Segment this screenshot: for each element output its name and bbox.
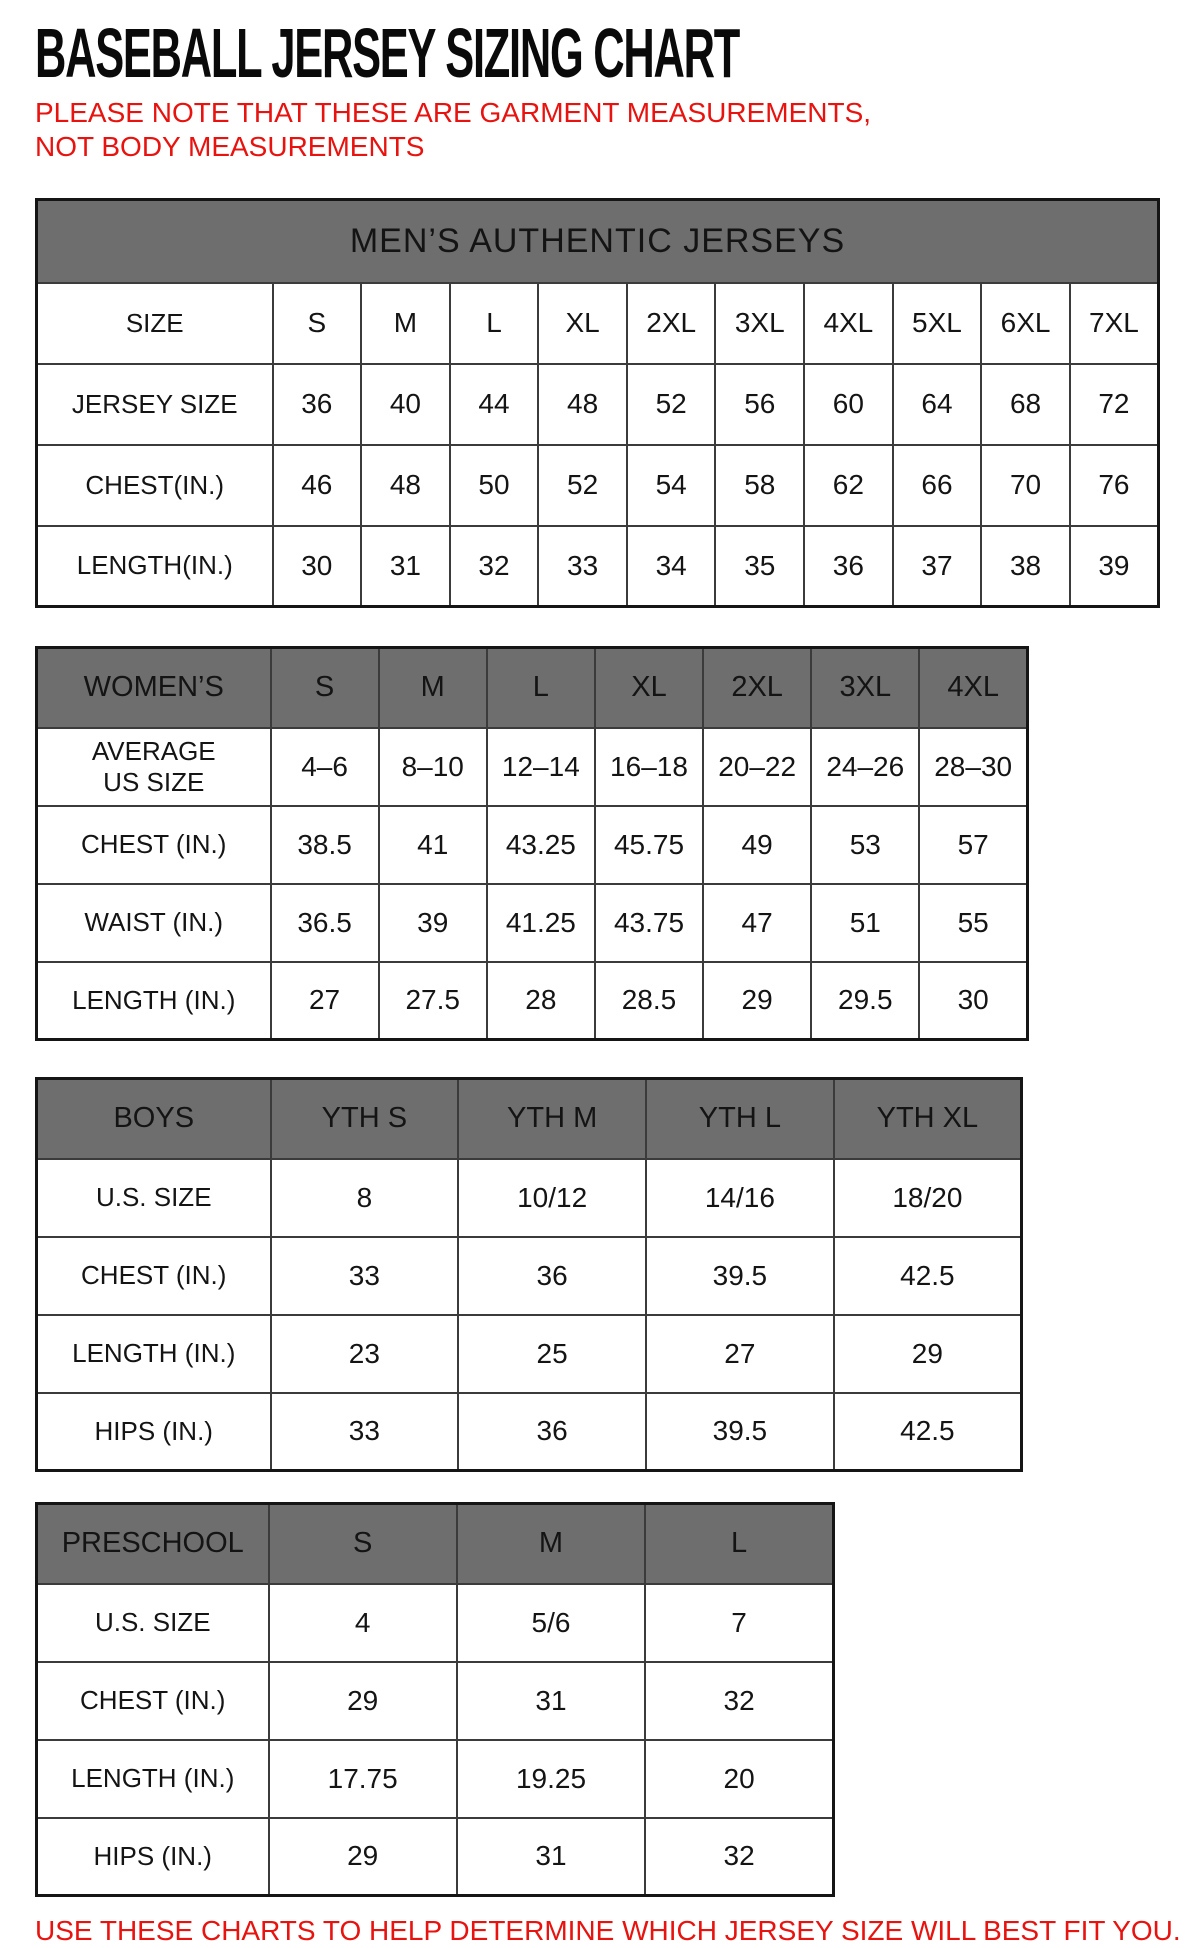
- mens-value-cell: 30: [273, 526, 362, 607]
- mens-value-cell: 7XL: [1070, 283, 1159, 364]
- mens-value-cell: 35: [715, 526, 804, 607]
- mens-value-cell: 33: [538, 526, 627, 607]
- womens-row-label: [37, 962, 271, 1040]
- womens-value-cell: 51: [811, 884, 919, 962]
- womens-column-header: XL: [595, 648, 703, 728]
- womens-value-cell: 43.25: [487, 806, 595, 884]
- mens-value-cell: 39: [1070, 526, 1159, 607]
- womens-value-cell: 39: [379, 884, 487, 962]
- womens-value-cell: 27: [271, 962, 379, 1040]
- womens-table-section: [35, 646, 1200, 1041]
- mens-value-cell: 3XL: [715, 283, 804, 364]
- mens-row-0: [37, 283, 1159, 364]
- preschool-value-cell: 29: [269, 1662, 457, 1740]
- preschool-value-cell: 32: [645, 1818, 833, 1896]
- mens-value-cell: 50: [450, 445, 539, 526]
- preschool-column-header: S: [269, 1504, 457, 1584]
- womens-sizing-table: [35, 646, 1029, 1041]
- boys-row-label: [37, 1315, 271, 1393]
- boys-row-label: [37, 1159, 271, 1237]
- boys-value-cell: 33: [271, 1393, 459, 1471]
- mens-row-2: [37, 445, 1159, 526]
- womens-value-cell: 36.5: [271, 884, 379, 962]
- boys-column-header: YTH XL: [834, 1079, 1022, 1159]
- mens-row-3: [37, 526, 1159, 607]
- preschool-value-cell: 17.75: [269, 1740, 457, 1818]
- preschool-value-cell: 19.25: [457, 1740, 645, 1818]
- mens-value-cell: 52: [627, 364, 716, 445]
- mens-value-cell: 54: [627, 445, 716, 526]
- preschool-row-label-text: U.S. SIZE: [94, 1607, 211, 1637]
- mens-value-cell: 48: [538, 364, 627, 445]
- womens-header-label: WOMEN’S: [37, 648, 271, 728]
- boys-row-label: [37, 1237, 271, 1315]
- boys-row-label-text: CHEST (IN.): [81, 1260, 227, 1290]
- womens-value-cell: 4–6: [271, 728, 379, 806]
- womens-value-cell: 49: [703, 806, 811, 884]
- boys-value-cell: 23: [271, 1315, 459, 1393]
- mens-value-cell: 37: [893, 526, 982, 607]
- page-title: [35, 14, 1200, 92]
- preschool-header-row: [37, 1504, 834, 1584]
- preschool-value-cell: 5/6: [457, 1584, 645, 1662]
- womens-row-3: [37, 962, 1028, 1040]
- mens-value-cell: 34: [627, 526, 716, 607]
- mens-value-cell: 36: [273, 364, 362, 445]
- preschool-table-section: [35, 1502, 1200, 1897]
- preschool-row-2: [37, 1740, 834, 1818]
- boys-header-row: [37, 1079, 1022, 1159]
- mens-value-cell: 60: [804, 364, 893, 445]
- boys-value-cell: 8: [271, 1159, 459, 1237]
- boys-value-cell: 29: [834, 1315, 1022, 1393]
- mens-banner-title: MEN’S AUTHENTIC JERSEYS: [37, 200, 1159, 283]
- mens-value-cell: 4XL: [804, 283, 893, 364]
- preschool-row-label-text: HIPS (IN.): [93, 1840, 212, 1871]
- boys-value-cell: 39.5: [646, 1393, 834, 1471]
- preschool-value-cell: 31: [457, 1818, 645, 1896]
- boys-row-label-text: U.S. SIZE: [95, 1182, 212, 1212]
- womens-row-label: [37, 884, 271, 962]
- boys-column-header: YTH M: [458, 1079, 646, 1159]
- mens-value-cell: 56: [715, 364, 804, 445]
- womens-value-cell: 12–14: [487, 728, 595, 806]
- womens-row-0: [37, 728, 1028, 806]
- preschool-row-label-text: CHEST (IN.): [80, 1685, 226, 1715]
- preschool-sizing-table: [35, 1502, 835, 1897]
- preschool-value-cell: 29: [269, 1818, 457, 1896]
- boys-value-cell: 27: [646, 1315, 834, 1393]
- mens-value-cell: 58: [715, 445, 804, 526]
- womens-column-header: M: [379, 648, 487, 728]
- womens-value-cell: 55: [919, 884, 1027, 962]
- womens-value-cell: 43.75: [595, 884, 703, 962]
- womens-header-row: [37, 648, 1028, 728]
- preschool-header-label: PRESCHOOL: [37, 1504, 269, 1584]
- womens-value-cell: 8–10: [379, 728, 487, 806]
- womens-value-cell: 27.5: [379, 962, 487, 1040]
- boys-value-cell: 18/20: [834, 1159, 1022, 1237]
- womens-value-cell: 30: [919, 962, 1027, 1040]
- womens-value-cell: 41: [379, 806, 487, 884]
- womens-value-cell: 29.5: [811, 962, 919, 1040]
- mens-row-label-text: CHEST(IN.): [85, 469, 225, 500]
- womens-column-header: S: [271, 648, 379, 728]
- mens-value-cell: 72: [1070, 364, 1159, 445]
- womens-row-label-text: LENGTH (IN.): [72, 984, 236, 1015]
- preschool-column-header: M: [457, 1504, 645, 1584]
- boys-row-1: [37, 1237, 1022, 1315]
- preschool-row-label: [37, 1584, 269, 1662]
- mens-value-cell: 2XL: [627, 283, 716, 364]
- mens-value-cell: 31: [361, 526, 450, 607]
- womens-value-cell: 45.75: [595, 806, 703, 884]
- preschool-value-cell: 32: [645, 1662, 833, 1740]
- mens-row-label-text: JERSEY SIZE: [71, 388, 238, 419]
- mens-row-label-text: SIZE: [125, 307, 184, 338]
- preschool-row-label: [37, 1740, 269, 1818]
- mens-value-cell: 70: [981, 445, 1070, 526]
- preschool-value-cell: 31: [457, 1662, 645, 1740]
- womens-value-cell: 24–26: [811, 728, 919, 806]
- preschool-row-1: [37, 1662, 834, 1740]
- garment-measurements-note: PLEASE NOTE THAT THESE ARE GARMENT MEASUREMENTS, NOT BODY MEASUREMENTS: [35, 97, 872, 162]
- mens-sizing-table: [35, 198, 1160, 608]
- womens-column-header: 3XL: [811, 648, 919, 728]
- womens-row-label: [37, 728, 271, 806]
- boys-value-cell: 14/16: [646, 1159, 834, 1237]
- womens-value-cell: 28: [487, 962, 595, 1040]
- womens-value-cell: 57: [919, 806, 1027, 884]
- boys-row-3: [37, 1393, 1022, 1471]
- mens-value-cell: L: [450, 283, 539, 364]
- womens-row-label-text: AVERAGE US SIZE: [91, 735, 216, 797]
- preschool-value-cell: 7: [645, 1584, 833, 1662]
- boys-row-label-text: HIPS (IN.): [94, 1415, 213, 1446]
- mens-value-cell: 64: [893, 364, 982, 445]
- womens-value-cell: 20–22: [703, 728, 811, 806]
- mens-value-cell: M: [361, 283, 450, 364]
- mens-row-label: [37, 364, 273, 445]
- womens-row-2: [37, 884, 1028, 962]
- boys-sizing-table: [35, 1077, 1023, 1472]
- mens-value-cell: 36: [804, 526, 893, 607]
- preschool-value-cell: 20: [645, 1740, 833, 1818]
- mens-value-cell: S: [273, 283, 362, 364]
- boys-value-cell: 10/12: [458, 1159, 646, 1237]
- mens-value-cell: 76: [1070, 445, 1159, 526]
- mens-value-cell: 32: [450, 526, 539, 607]
- womens-column-header: 4XL: [919, 648, 1027, 728]
- mens-value-cell: 46: [273, 445, 362, 526]
- mens-value-cell: 6XL: [981, 283, 1070, 364]
- womens-value-cell: 28–30: [919, 728, 1027, 806]
- womens-row-label: [37, 806, 271, 884]
- mens-value-cell: 62: [804, 445, 893, 526]
- boys-value-cell: 36: [458, 1237, 646, 1315]
- mens-row-label: [37, 526, 273, 607]
- preschool-column-header: L: [645, 1504, 833, 1584]
- mens-table-section: [35, 198, 1200, 608]
- mens-value-cell: 44: [450, 364, 539, 445]
- womens-value-cell: 16–18: [595, 728, 703, 806]
- womens-row-label-text: WAIST (IN.): [84, 907, 224, 937]
- mens-value-cell: 5XL: [893, 283, 982, 364]
- boys-column-header: YTH L: [646, 1079, 834, 1159]
- mens-value-cell: XL: [538, 283, 627, 364]
- page-title-text: BASEBALL JERSEY SIZING CHART: [35, 14, 740, 92]
- mens-value-cell: 48: [361, 445, 450, 526]
- mens-row-1: [37, 364, 1159, 445]
- boys-row-2: [37, 1315, 1022, 1393]
- boys-value-cell: 39.5: [646, 1237, 834, 1315]
- preschool-row-3: [37, 1818, 834, 1896]
- boys-value-cell: 42.5: [834, 1237, 1022, 1315]
- preschool-row-label-text: LENGTH (IN.): [71, 1763, 235, 1793]
- boys-value-cell: 25: [458, 1315, 646, 1393]
- mens-banner-row: [37, 200, 1159, 283]
- womens-value-cell: 47: [703, 884, 811, 962]
- womens-column-header: L: [487, 648, 595, 728]
- boys-value-cell: 42.5: [834, 1393, 1022, 1471]
- boys-row-0: [37, 1159, 1022, 1237]
- preschool-row-label: [37, 1662, 269, 1740]
- womens-value-cell: 41.25: [487, 884, 595, 962]
- womens-value-cell: 53: [811, 806, 919, 884]
- boys-row-label-text: LENGTH (IN.): [72, 1338, 236, 1368]
- womens-value-cell: 28.5: [595, 962, 703, 1040]
- preschool-value-cell: 4: [269, 1584, 457, 1662]
- mens-value-cell: 68: [981, 364, 1070, 445]
- mens-row-label-text: LENGTH(IN.): [76, 550, 233, 581]
- mens-value-cell: 40: [361, 364, 450, 445]
- boys-value-cell: 33: [271, 1237, 459, 1315]
- womens-value-cell: 29: [703, 962, 811, 1040]
- mens-value-cell: 38: [981, 526, 1070, 607]
- womens-value-cell: 38.5: [271, 806, 379, 884]
- womens-row-label-text: CHEST (IN.): [81, 829, 227, 859]
- womens-column-header: 2XL: [703, 648, 811, 728]
- mens-value-cell: 52: [538, 445, 627, 526]
- mens-row-label: [37, 445, 273, 526]
- boys-header-label: BOYS: [37, 1079, 271, 1159]
- best-fit-note: USE THESE CHARTS TO HELP DETERMINE WHICH JERSEY SIZE WILL BEST FIT YOU.: [35, 1915, 1181, 1946]
- preschool-row-label: [37, 1818, 269, 1896]
- mens-row-label: [37, 283, 273, 364]
- boys-table-section: [35, 1077, 1200, 1472]
- boys-row-label: [37, 1393, 271, 1471]
- boys-column-header: YTH S: [271, 1079, 459, 1159]
- mens-value-cell: 66: [893, 445, 982, 526]
- womens-row-1: [37, 806, 1028, 884]
- boys-value-cell: 36: [458, 1393, 646, 1471]
- preschool-row-0: [37, 1584, 834, 1662]
